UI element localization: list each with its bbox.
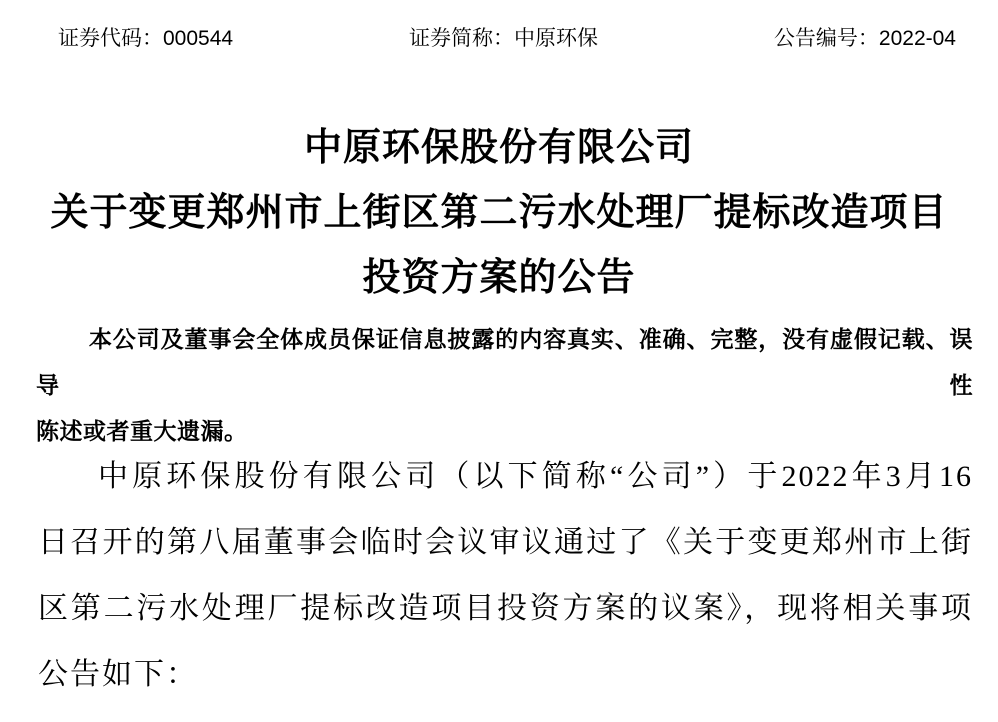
title-line-subject: 关于变更郑州市上街区第二污水处理厂提标改造项目 bbox=[50, 192, 948, 234]
document-title bbox=[0, 116, 998, 311]
stock-code-value: 000544 bbox=[163, 27, 234, 50]
notice-number bbox=[774, 24, 956, 53]
notice-number-value: 2022-04 bbox=[878, 27, 956, 50]
stock-name-value: 中原环保 bbox=[514, 26, 598, 50]
body-line-2: 日召开的第八届董事会临时会议审议通过了《关于变更郑州市上街 bbox=[38, 526, 973, 559]
stock-name-label: 证券简称： bbox=[409, 26, 514, 50]
notice-number-label: 公告编号： bbox=[773, 26, 879, 50]
disclaimer-line-1: 本公司及董事会全体成员保证信息披露的内容真实、准确、完整，没有虚假记载、误导性 bbox=[36, 327, 973, 398]
body-line-4: 公告如下： bbox=[38, 658, 198, 691]
stock-code bbox=[58, 24, 233, 53]
title-line-company: 中原环保股份有限公司 bbox=[303, 127, 694, 169]
body-line-3: 区第二污水处理厂提标改造项目投资方案的议案》，现将相关事项 bbox=[38, 592, 973, 625]
stock-short-name bbox=[409, 24, 598, 53]
stock-code-label: 证券代码： bbox=[58, 26, 163, 50]
body-paragraph bbox=[38, 444, 973, 708]
body-line-1: 中原环保股份有限公司（以下简称“公司”）于2022年3月16 bbox=[98, 460, 973, 493]
disclaimer-line-2: 陈述或者重大遗漏。 bbox=[36, 419, 248, 444]
disclaimer-paragraph bbox=[36, 317, 973, 455]
title-line-announcement: 投资方案的公告 bbox=[362, 257, 636, 299]
document-header bbox=[58, 24, 956, 53]
